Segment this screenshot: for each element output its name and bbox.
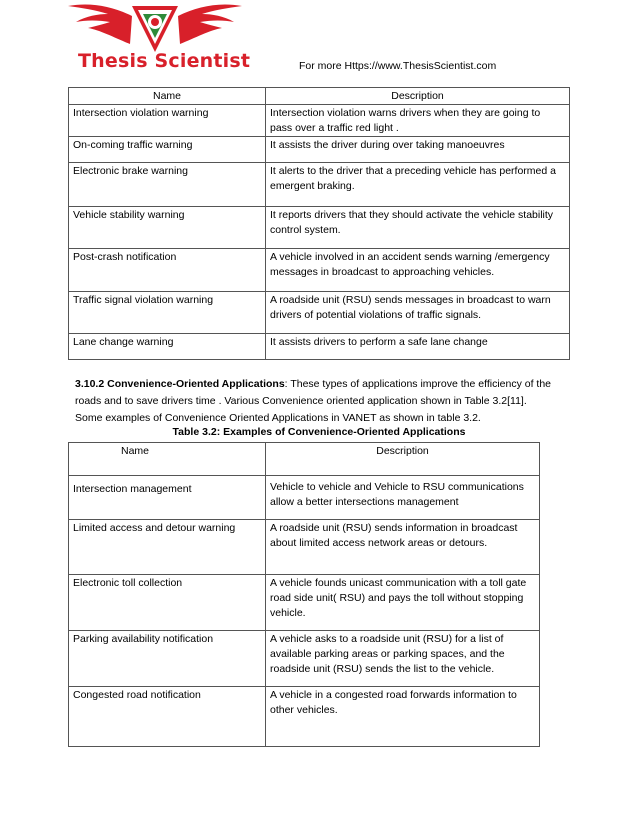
cell-description: Vehicle to vehicle and Vehicle to RSU communications allow a better intersections management: [266, 476, 540, 520]
header-website-link[interactable]: For more Https://www.ThesisScientist.com: [299, 60, 497, 72]
cell-description: Intersection violation warns drivers when they are going to pass over a traffic red light .: [266, 105, 570, 137]
safety-applications-table: [68, 87, 570, 360]
cell-name: Electronic brake warning: [69, 163, 266, 207]
cell-description: A roadside unit (RSU) sends messages in broadcast to warn drivers of potential violations of traffic signals.: [266, 292, 570, 334]
section-heading: 3.10.2 Convenience-Oriented Applications: [75, 378, 285, 390]
table-row: [69, 137, 570, 163]
table-caption: Table 3.2: Examples of Convenience-Oriented Applications: [172, 426, 466, 438]
cell-description: It assists the driver during over taking manoeuvres: [266, 137, 570, 163]
logo-text: Thesis Scientist: [78, 50, 251, 72]
cell-name: Intersection management: [69, 476, 266, 520]
cell-description: A vehicle in a congested road forwards information to other vehicles.: [266, 687, 540, 747]
cell-name: Lane change warning: [69, 334, 266, 360]
winged-shield-logo-icon: [60, 0, 250, 56]
cell-name: Parking availability notification: [69, 631, 266, 687]
cell-description: It alerts to the driver that a preceding vehicle has performed a emergent braking.: [266, 163, 570, 207]
table-row: [69, 292, 570, 334]
cell-name: Limited access and detour warning: [69, 520, 266, 575]
table-row: [69, 105, 570, 137]
cell-description: A roadside unit (RSU) sends information in broadcast about limited access network areas or detours.: [266, 520, 540, 575]
table-row: [69, 334, 570, 360]
cell-description: A vehicle involved in an accident sends warning /emergency messages in broadcast to approaching vehicles.: [266, 249, 570, 292]
table-row: [69, 520, 540, 575]
column-header-description: Description: [266, 443, 540, 476]
cell-name: Intersection violation warning: [69, 105, 266, 137]
section-body: : These types of applications improve the efficiency of the roads and to save drivers time . Various Convenience oriented application shown in Table 3.2[11]. Some examples of Convenience Oriented Applications in VANET as shown in table 3.2.: [75, 378, 552, 424]
table-row: [69, 687, 540, 747]
convenience-applications-table: [68, 442, 540, 747]
table-header-row: [69, 443, 540, 476]
section-paragraph: [75, 376, 555, 427]
column-header-name: Name: [69, 88, 266, 105]
table-row: [69, 163, 570, 207]
table-row: [69, 575, 540, 631]
cell-name: Traffic signal violation warning: [69, 292, 266, 334]
table-row: [69, 207, 570, 249]
cell-description: It assists drivers to perform a safe lane change: [266, 334, 570, 360]
cell-description: A vehicle asks to a roadside unit (RSU) for a list of available parking areas or parking spaces, and the roadside unit (RSU) sends the list to the vehicle.: [266, 631, 540, 687]
cell-name: On-coming traffic warning: [69, 137, 266, 163]
column-header-name: Name: [69, 443, 266, 476]
table-header-row: [69, 88, 570, 105]
table-row: [69, 249, 570, 292]
cell-description: A vehicle founds unicast communication with a toll gate road side unit( RSU) and pays the toll without stopping vehicle.: [266, 575, 540, 631]
cell-description: It reports drivers that they should activate the vehicle stability control system.: [266, 207, 570, 249]
cell-name: Congested road notification: [69, 687, 266, 747]
cell-name: Electronic toll collection: [69, 575, 266, 631]
column-header-description: Description: [266, 88, 570, 105]
cell-name: Post-crash notification: [69, 249, 266, 292]
table-row: [69, 631, 540, 687]
cell-name: Vehicle stability warning: [69, 207, 266, 249]
table-row: [69, 476, 540, 520]
